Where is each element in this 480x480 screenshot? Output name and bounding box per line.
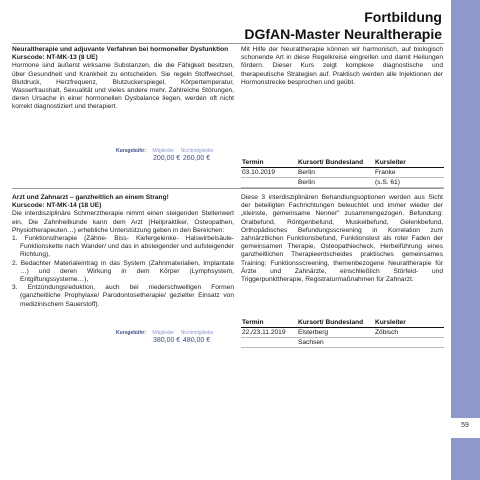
list-item: 3. Entzündungsreduktion, auch bei niederschwelligen Formen (ganzheitliche Prophylaxe/ Parodontosetherapie/ gezielter Einsatz von medizinischem Sauerstoff). (12, 284, 234, 308)
course-2-price-member: 380,00 € (152, 337, 181, 344)
course-1-price-non-member: 260,00 € (182, 155, 211, 162)
course-2-schedule-table (241, 318, 444, 348)
schedule-row (241, 168, 444, 178)
course-2-right-column (241, 194, 443, 284)
course-1-title: Neuraltherapie und adjuvante Verfahren bei hormoneller Dysfunktion (12, 46, 229, 53)
schedule-header-date: Termin (242, 319, 264, 326)
list-item: 2. Bedachter Materialeintrag in das System (Zahnmaterialien, Implantate …) und deren Wirkung in dem Körper (Lymphsystem, Entgiftungssysteme…), (12, 259, 234, 284)
schedule-instructor: Zöbisch (375, 329, 399, 336)
course-1-price (116, 148, 214, 162)
price-member-label: Mitglieder (152, 148, 175, 154)
course-1-right-text: Mit Hilfe der Neuraltherapie können wir harmonisch, auf biologisch schonende Art in diese Regelkreise eingreifen und damit Heilungen fördern. Dieser Kurs zeigt komplexe diagnostische und therapeutische Strategien auf. Praktisch werden alle Injektionen der Hormonstrecke besprochen und geübt. (241, 46, 443, 86)
price-non-member-label: Nichtmitglieder (180, 148, 214, 154)
course-1-description: Hormone sind äußerst wirksame Substanzen, die die Fähigkeit besitzen, über Gesundheit und Krankheit zu entscheiden. Sie regeln Stoffwechsel, Blutdruck, Herzfrequenz, Blutzuckerspiegel, Körpertemperatur, Wasserfraushalt, Sexualität und vieles andere mehr. Zahlreiche Störungen, deren Ursache in einer hormonellen Dysbalance liegen, werden oft nicht korrekt diagnostiziert und therapiert. (12, 62, 234, 111)
schedule-location: Elsterberg (298, 329, 329, 336)
schedule-location: Berlin (298, 179, 315, 186)
schedule-header-row (241, 158, 444, 168)
course-2-left-column (12, 194, 234, 309)
course-1-schedule-table (241, 158, 444, 188)
course-2-intro: Die interdisziplinäre Schmerztherapie nimmt einen steigenden Stellenwert ein. Die Zahnheilkunde kann dem Arzt (Heilpraktiker, Osteopathen, Physiotherapeuten…) erhebliche Unterstützung geben in den Bereichen: (12, 210, 234, 234)
schedule-date: 22./23.11.2019 (242, 329, 286, 336)
page-number: 59 (461, 422, 469, 429)
course-2-right-text: Diese 3 interdisziplinären Behandlungsoptionen werden aus Sicht der beteiligten Fachrichtungen beleuchtet und immer wieder der „kleinste, gemeinsame Nenner" zusammengezogen. Befundung: Oralbefund, Röntgenbefund, Muskelbefund, Gelenkbefund, Orthopädisches Befundungsscreening in Korrelation zum zahnärztlichen Funktionsbefund, Funktionstest als roter Faden der gemeinsamen Therapie, Osteopathiecheck, Herbeiführung eines ganzheitlichen Therapieentscheides praktisches gemeinsames Training: Funktionsscreening, themenbezogene Neuraltherapie für Ärzte und Zahnärzte, einschließlich Störfeld- und Triggerpunkttherapie, Registraturmaßnahmen für Zahnarzt. (241, 194, 443, 284)
page-title: Fortbildung (364, 9, 442, 25)
course-2-title: Arzt und Zahnarzt – ganzheitlich an einem Strang! (12, 194, 169, 201)
section-divider (12, 43, 444, 44)
list-item: 1. Funktionstherapie (Zähne- Biss- Kiefergelenke- Halswirbelsäule- Funktionskette nach Wander/ und das in absteigender und aufsteigender Richtung), (12, 235, 234, 259)
course-1-right-column (241, 46, 443, 87)
schedule-date: 03.10.2019 (242, 169, 276, 176)
price-label: Kursgebühr: (116, 330, 146, 336)
page-subtitle: DGfAN-Master Neuraltherapie (244, 26, 442, 42)
schedule-header-location: Kursort/ Bundesland (298, 319, 364, 326)
schedule-header-date: Termin (242, 159, 264, 166)
course-1-code: Kurscode: NT-MK-13 (8 UE) (12, 54, 98, 62)
schedule-row (241, 338, 444, 348)
course-2-code: Kurscode: NT-MK-14 (18 UE) (12, 202, 102, 210)
price-non-member-label: Nichtmitglieder (180, 330, 214, 336)
course-2-focus-list (12, 235, 234, 309)
section-divider (12, 188, 444, 189)
price-member-label: Mitglieder (152, 330, 175, 336)
course-2-price-non-member: 480,00 € (182, 337, 211, 344)
schedule-row (241, 178, 444, 188)
schedule-header-row (241, 318, 444, 328)
course-1-price-member: 200,00 € (152, 155, 181, 162)
schedule-location: Berlin (298, 169, 315, 176)
schedule-header-location: Kursort/ Bundesland (298, 159, 364, 166)
schedule-row (241, 328, 444, 338)
schedule-header-instructor: Kursleiter (375, 159, 406, 166)
course-1-left-column (12, 46, 234, 112)
schedule-location: Sachsen (298, 339, 324, 346)
schedule-instructor: (s.S. 61) (375, 179, 400, 186)
price-label: Kursgebühr: (116, 148, 146, 154)
schedule-instructor: Franke (375, 169, 396, 176)
course-2-price (116, 330, 214, 344)
side-color-bar (451, 0, 480, 480)
schedule-header-instructor: Kursleiter (375, 319, 406, 326)
